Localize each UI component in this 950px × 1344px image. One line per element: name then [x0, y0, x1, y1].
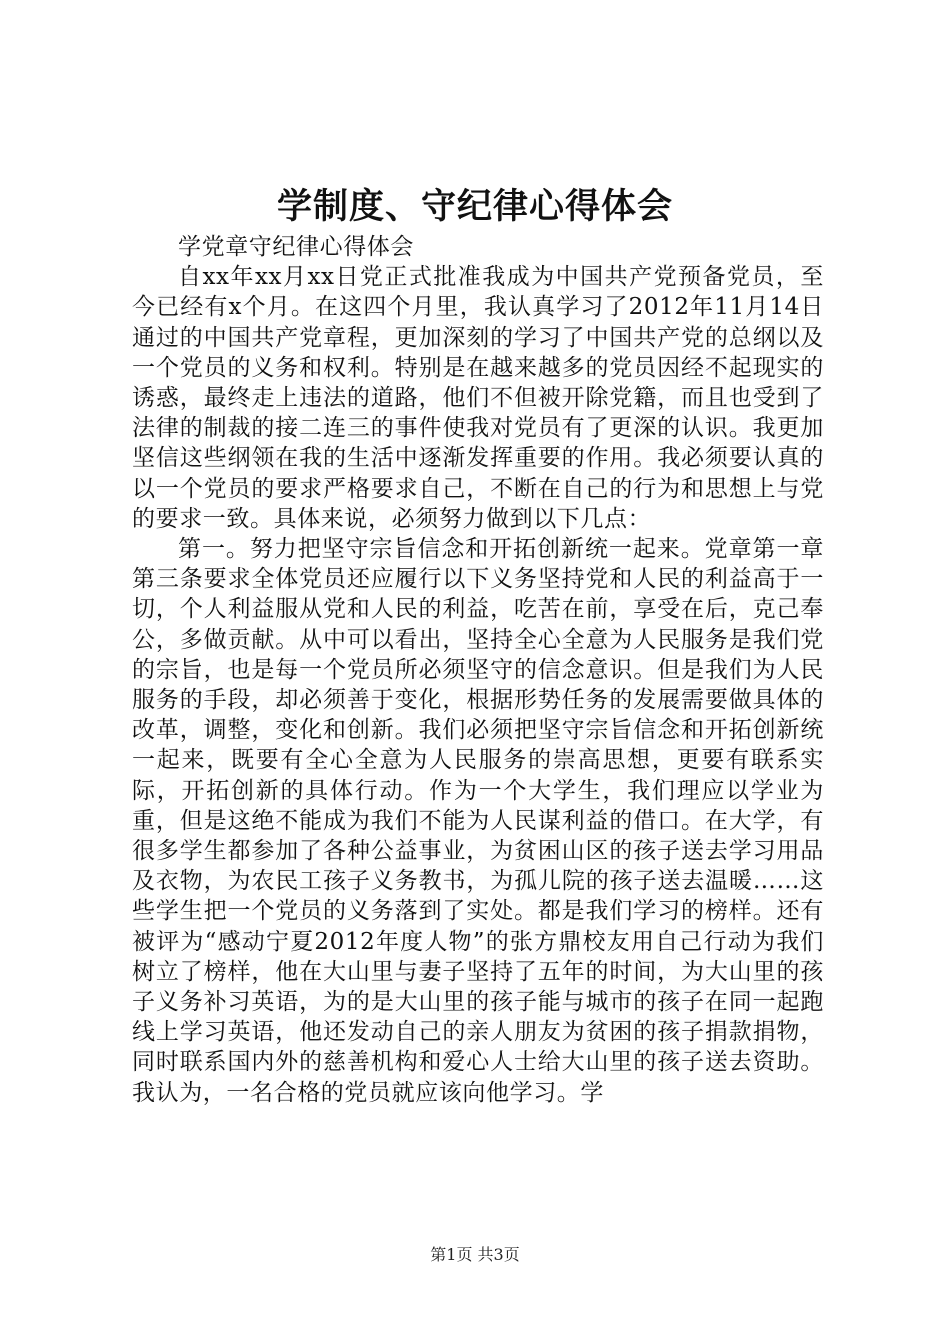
- subtitle-paragraph: 学党章守纪律心得体会: [178, 234, 414, 260]
- body-paragraph-first-point: 第一。努力把坚守宗旨信念和开拓创新统一起来。党章第一章第三条要求全体党员还应履行以下义务坚持党和人民的利益高于一切，个人利益服从党和人民的利益，吃苦在前，享受在后，克己奉公，多做贡献。从中可以看出，坚持全心全意为人民服务是我们党的宗旨，也是每一个党员所必须坚守的信念意识。但是我们为人民服务的手段，却必须善于变化，根据形势任务的发展需要做具体的改革，调整，变化和创新。我们必须把坚守宗旨信念和开拓创新统一起来，既要有全心全意为人民服务的崇高思想，更要有联系实际，开拓创新的具体行动。作为一个大学生，我们理应以学业为重，但是这绝不能成为我们不能为人民谋利益的借口。在大学，有很多学生都参加了各种公益事业，为贫困山区的孩子送去学习用品及衣物，为农民工孩子义务教书，为孤儿院的孩子送去温暖……这些学生把一个党员的义务落到了实处。都是我们学习的榜样。还有被评为“感动宁夏2012年度人物”的张方鼎校友用自己行动为我们树立了榜样，他在大山里与妻子坚持了五年的时间，为大山里的孩子义务补习英语，为的是大山里的孩子能与城市的孩子在同一起跑线上学习英语，他还发动自己的亲人朋友为贫困的孩子捐款捐物，同时联系国内外的慈善机构和爱心人士给大山里的孩子送去资助。我认为，一名合格的党员就应该向他学习。学: [132, 536, 824, 1106]
- body-paragraph-intro: 自xx年xx月xx日党正式批准我成为中国共产党预备党员，至今已经有x个月。在这四个月里，我认真学习了2012年11月14日通过的中国共产党章程，更加深刻的学习了中国共产党的总纲以及一个党员的义务和权利。特别是在越来越多的党员因经不起现实的诱惑，最终走上违法的道路，他们不但被开除党籍，而且也受到了法律的制裁的接二连三的事件使我对党员有了更深的认识。我更加坚信这些纲领在我的生活中逐渐发挥重要的作用。我必须要认真的以一个党员的要求严格要求自己，不断在自己的行为和思想上与党的要求一致。具体来说，必须努力做到以下几点：: [132, 264, 824, 532]
- page-footer: 第1页 共3页: [430, 1245, 520, 1264]
- document-body: [132, 232, 824, 1108]
- document-title: 学制度、守纪律心得体会: [276, 186, 673, 227]
